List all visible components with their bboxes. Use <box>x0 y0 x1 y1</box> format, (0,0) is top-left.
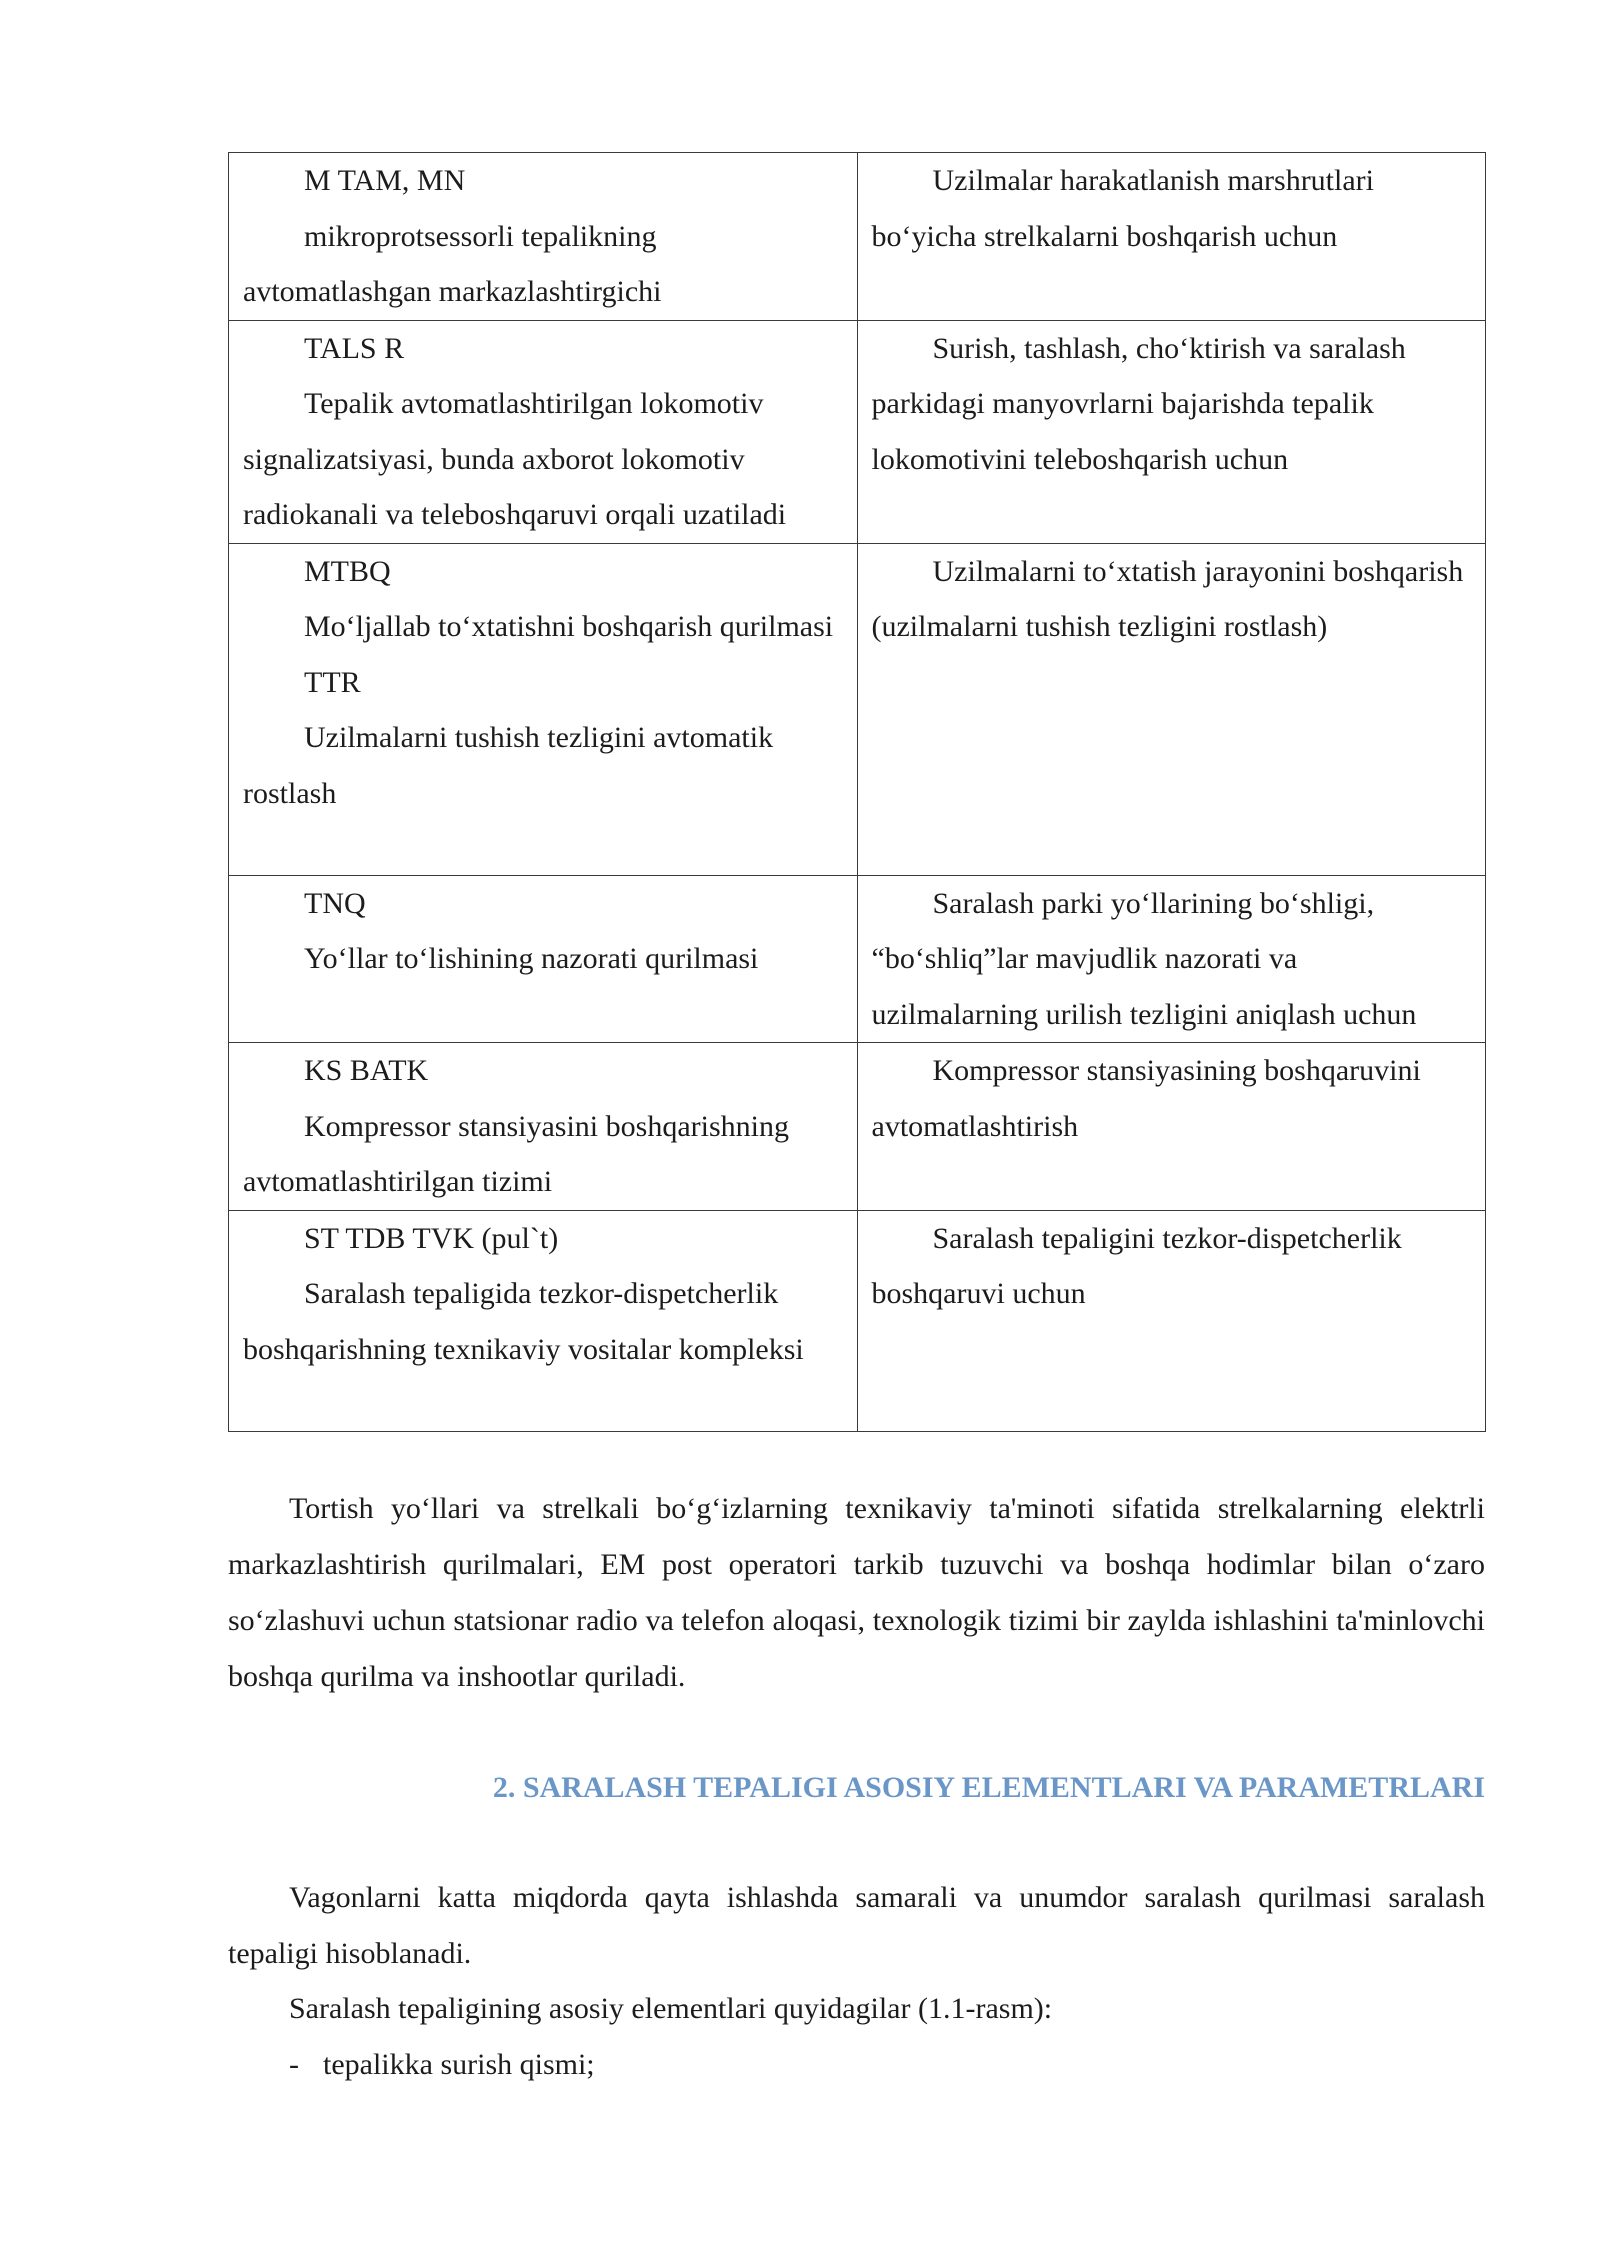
system-code: M TAM, MN <box>304 164 466 197</box>
table-cell-purpose <box>857 543 1486 875</box>
system-purpose: Uzilmalar harakatlanish marshrutlari bo‘yicha strelkalarni boshqarish uchun <box>871 164 1374 253</box>
system-code: MTBQ <box>304 554 391 588</box>
list-item-text: tepalikka surish qismi; <box>323 2048 595 2081</box>
system-description: mikroprotsessorli tepalikning avtomatlashgan markazlashtirgichi <box>243 219 662 308</box>
system-code: TNQ <box>304 886 366 920</box>
table-cell-system <box>229 1043 858 1211</box>
table-cell-purpose <box>857 153 1486 321</box>
system-purpose: Saralash tepaligini tezkor-dispetcherlik boshqaruvi uchun <box>871 1221 1402 1310</box>
table-cell-purpose <box>857 1210 1486 1431</box>
system-purpose: Saralash parki yo‘llarining bo‘shligi, “bo‘shliq”lar mavjudlik nazorati va uzilmalarning urilish tezligini aniqlash uchun <box>871 886 1417 1031</box>
table-cell-system <box>229 875 858 1043</box>
system-code: TALS R <box>304 331 405 365</box>
system-description: Kompressor stansiyasini boshqarishning avtomatlashtirilgan tizimi <box>243 1109 789 1198</box>
system-description: Uzilmalarni tushish tezligini avtomatik rostlash <box>243 721 774 810</box>
table-row <box>229 153 1486 321</box>
list-item <box>289 2037 595 2093</box>
table-row <box>229 1043 1486 1211</box>
system-code: TTR <box>304 665 361 699</box>
system-purpose: Kompressor stansiyasining boshqaruvini avtomatlashtirish <box>871 1054 1421 1143</box>
body-paragraph: Tortish yo‘llari va strelkali bo‘g‘izlarning texnikaviy ta'minoti sifatida strelkalarning elektrli markazlashtirish qurilmalari, EM post operatori tarkib tuzuvchi va boshqa hodimlar bilan o‘zaro so‘zlashuvi uchun statsionar radio va telefon aloqasi, texnologik tizimi bir zaylda ishlashini ta'minlovchi boshqa qurilma va inshootlar quriladi. <box>228 1492 1485 1693</box>
system-description: Mo‘ljallab to‘xtatishni boshqarish qurilmasi <box>304 610 834 643</box>
table-cell-purpose <box>857 875 1486 1043</box>
table-row <box>229 543 1486 875</box>
system-purpose: Surish, tashlash, cho‘ktirish va saralash parkidagi manyovrlarni bajarishda tepalik lokomotivini teleboshqarish uchun <box>871 331 1406 476</box>
table-cell-purpose <box>857 1043 1486 1211</box>
table-cell-purpose <box>857 320 1486 543</box>
system-description: Saralash tepaligida tezkor-dispetcherlik boshqarishning texnikaviy vositalar kompleksi <box>243 1277 804 1366</box>
table-cell-system <box>229 1210 858 1431</box>
body-paragraph: Saralash tepaligining asosiy elementlari quyidagilar (1.1-rasm): <box>289 1992 1053 2025</box>
section-heading: 2. SARALASH TEPALIGI ASOSIY ELEMENTLARI VA PARAMETRLARI <box>492 1771 1485 1804</box>
table-cell-system <box>229 153 858 321</box>
system-code: ST TDB TVK (pul`t) <box>304 1221 559 1255</box>
table-cell-system <box>229 320 858 543</box>
system-code: KS BATK <box>304 1054 429 1087</box>
system-description: Yo‘llar to‘lishining nazorati qurilmasi <box>304 942 759 975</box>
system-description: Tepalik avtomatlashtirilgan lokomotiv signalizatsiyasi, bunda axborot lokomotiv radiokanali va teleboshqaruvi orqali uzatiladi <box>243 387 787 531</box>
systems-table <box>228 152 1486 1432</box>
bullet-marker: - <box>289 2048 299 2081</box>
table-row <box>229 1210 1486 1431</box>
table-row <box>229 875 1486 1043</box>
system-purpose: Uzilmalarni to‘xtatish jarayonini boshqarish (uzilmalarni tushish tezligini rostlash) <box>871 554 1464 643</box>
body-paragraph: Vagonlarni katta miqdorda qayta ishlashda samarali va unumdor saralash qurilmasi saralash tepaligi hisoblanadi. <box>228 1881 1485 1970</box>
table-cell-system <box>229 543 858 875</box>
table-row <box>229 320 1486 543</box>
